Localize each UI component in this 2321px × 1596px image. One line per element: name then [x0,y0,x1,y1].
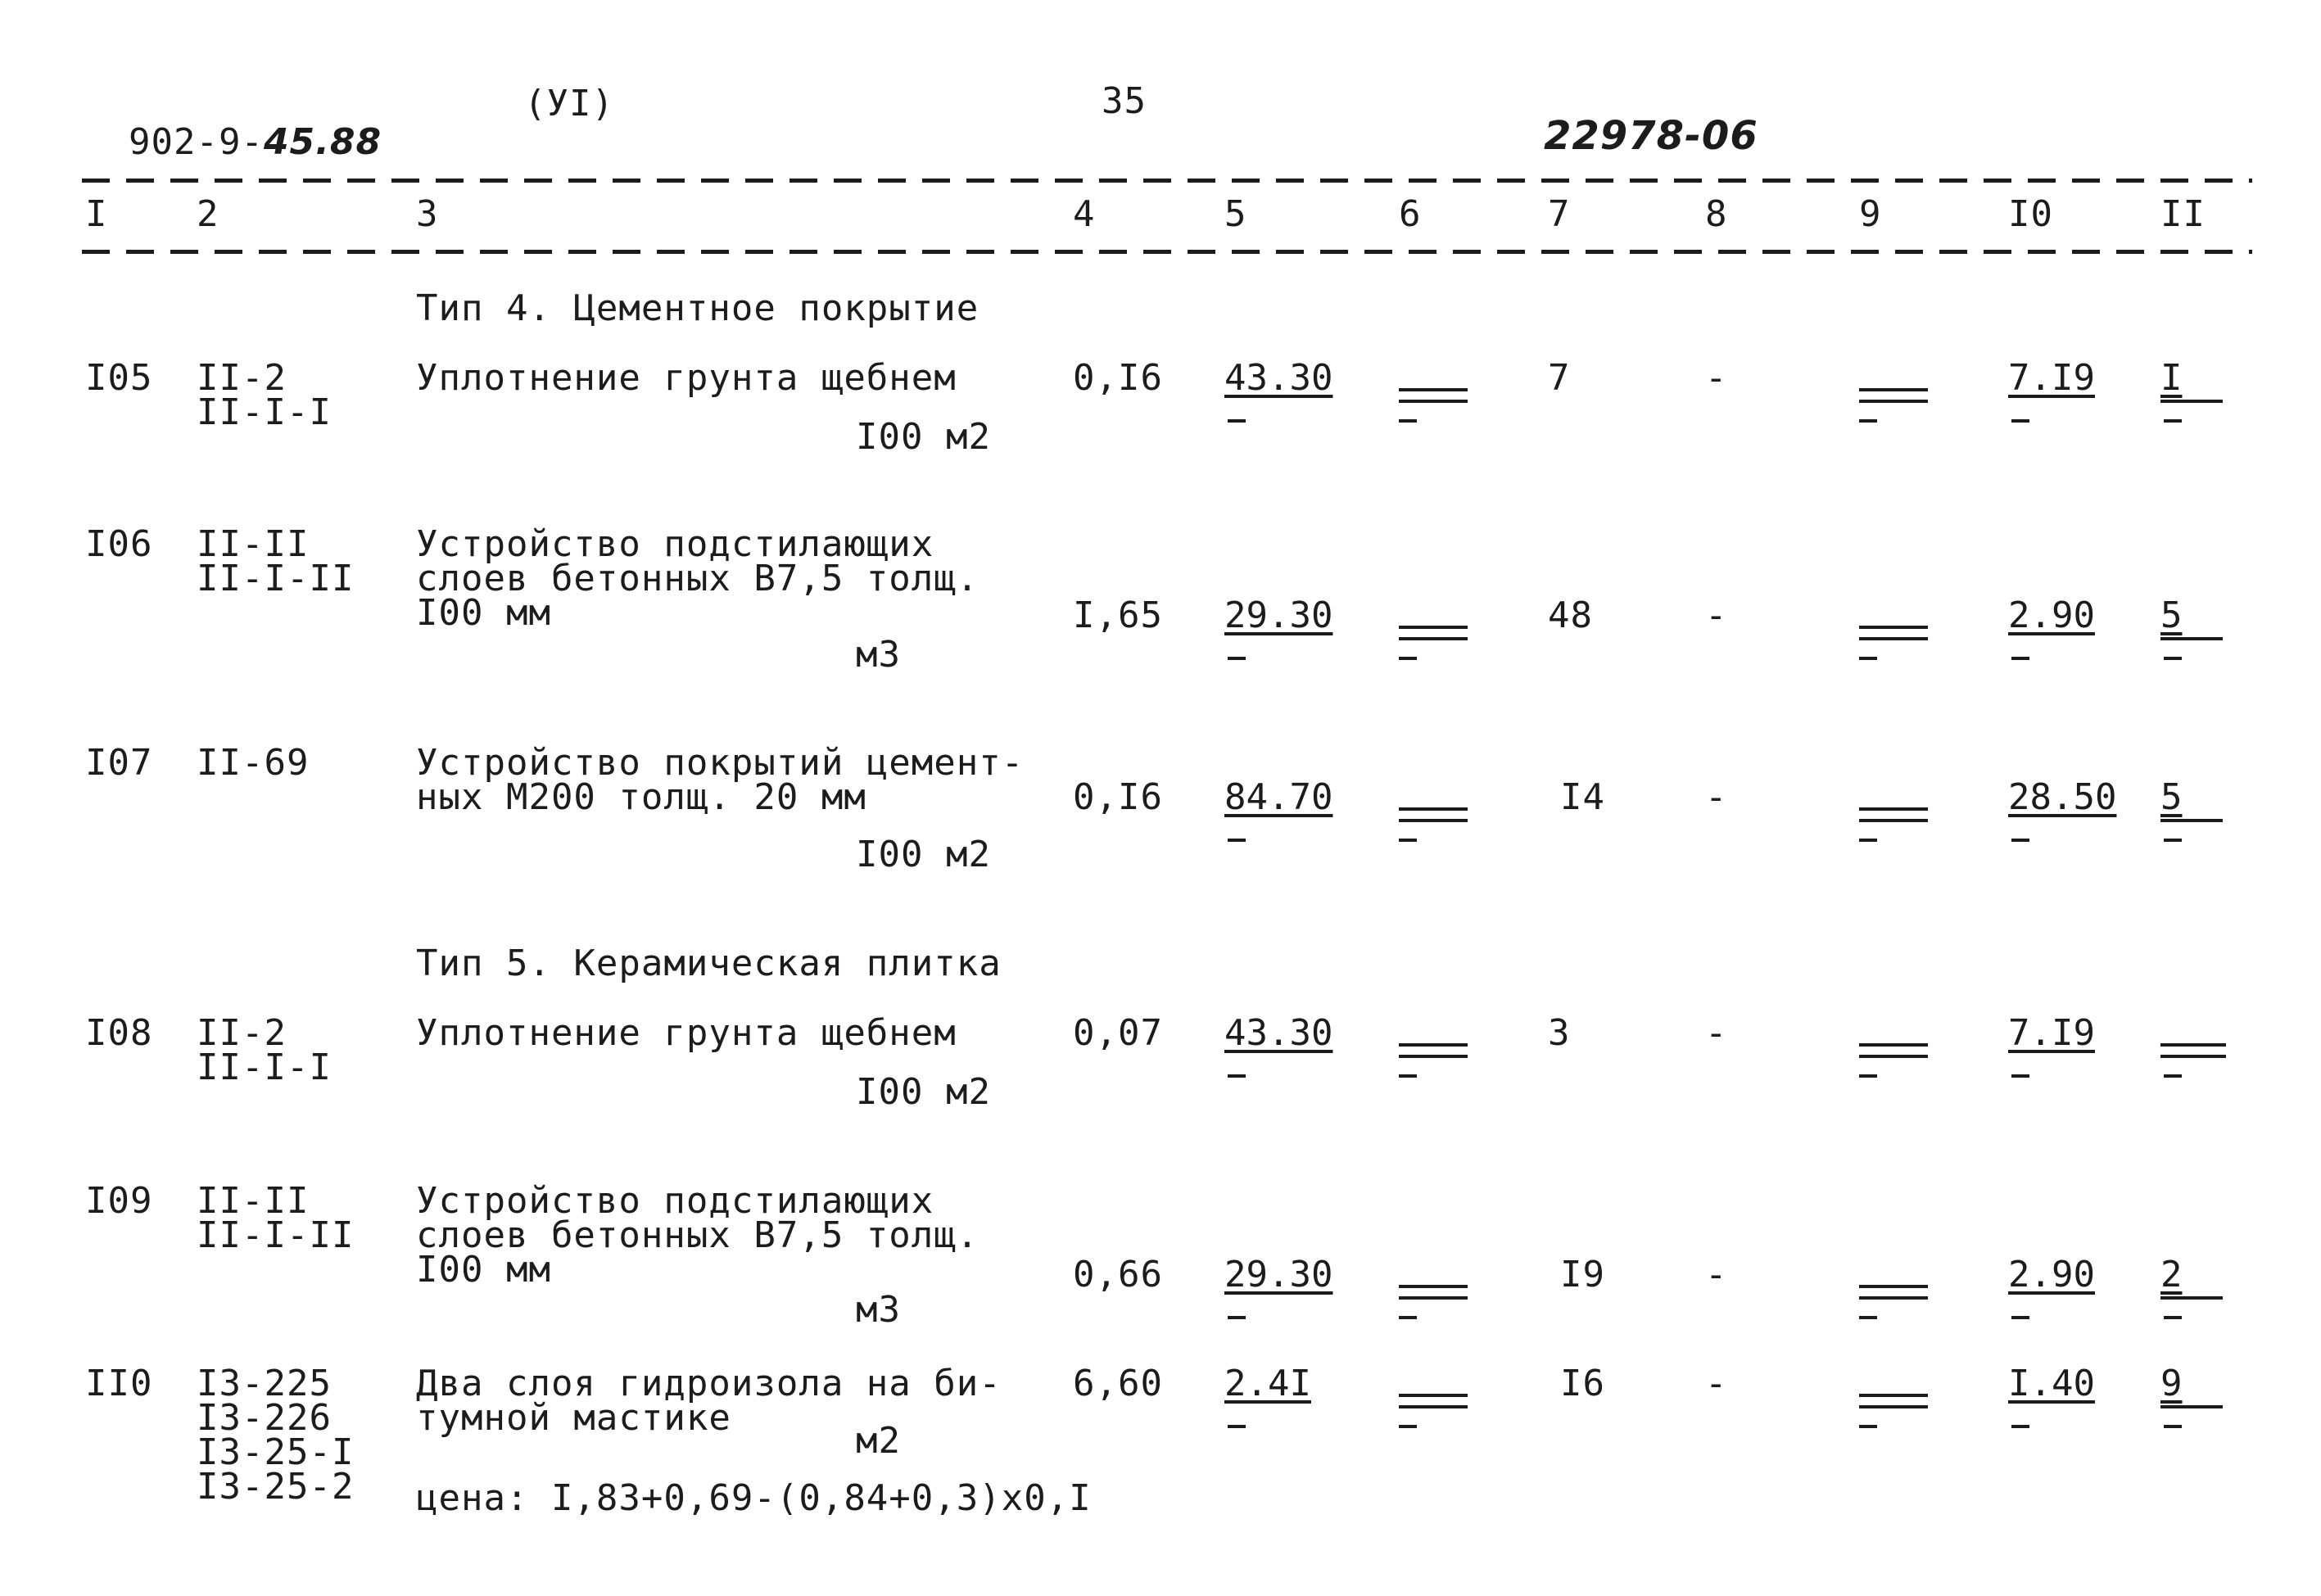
column-header-4: 4 [1073,193,1096,235]
row-number: I05 [85,357,153,399]
document-number [84,88,382,161]
quantity-value: 6,60 [1073,1363,1163,1404]
unit-of-measure: I00 м2 [856,834,991,875]
column-header-10: I0 [2008,193,2053,235]
cost-col-8: - [1705,1254,1728,1295]
header-rule-bottom [82,250,2252,254]
column-header-8: 8 [1705,193,1728,235]
work-description: Устройство покрытий цемент- [416,742,1025,784]
price-note: цена: I,83+0,69-(0,84+0,3)х0,I [416,1477,1092,1519]
cost-col-6 [1399,360,1473,409]
norm-code: II-2 [197,1012,287,1054]
norm-code: II-I-II [197,558,355,599]
section-title-type-4: Тип 4. Цементное покрытие [416,287,980,329]
unit-cost: 29.30 [1224,1257,1298,1306]
cost-col-8: - [1705,357,1728,399]
norm-code: II-I-II [197,1214,355,1256]
cost-col-6 [1399,1366,1473,1415]
cost-col-7: I6 [1560,1363,1605,1404]
cost-col-10: 7.I9 [2008,1015,2082,1065]
column-header-3: 3 [416,193,439,235]
cost-col-11: 9 [2160,1366,2234,1415]
cost-col-11 [2160,1015,2234,1065]
cost-col-7: 48 [1548,595,1593,636]
cost-col-6 [1399,598,1473,647]
cost-col-7: I4 [1560,776,1605,818]
unit-of-measure: I00 м2 [856,1071,991,1113]
row-number: I06 [85,523,153,565]
quantity-value: I,65 [1073,595,1163,636]
cost-col-7: 7 [1548,357,1571,399]
norm-code: II-I-I [197,1047,332,1088]
section-title-type-5: Тип 5. Керамическая плитка [416,943,1002,984]
norm-code: I3-25-2 [197,1466,355,1508]
quantity-value: 0,I6 [1073,357,1163,399]
column-header-6: 6 [1399,193,1422,235]
cost-col-9 [1859,598,1933,647]
norm-code: I3-225 [197,1363,332,1404]
cost-col-11: 2 [2160,1257,2234,1306]
work-description: Уплотнение грунта щебнем [416,357,957,399]
cost-col-10: 2.90 [2008,1257,2082,1306]
norm-code: II-2 [197,357,287,399]
column-header-11: II [2160,193,2206,235]
header-rule-top [82,179,2252,183]
unit-of-measure: м3 [856,634,901,676]
stamp-number: 22978-06 [1544,113,1758,159]
quantity-value: 0,66 [1073,1254,1163,1295]
cost-col-8: - [1705,776,1728,818]
cost-col-11: 5 [2160,780,2234,829]
unit-cost: 2.4I [1224,1366,1298,1415]
column-header-2: 2 [197,193,219,235]
row-number: I09 [85,1180,153,1222]
document-number-handwritten: 45.88 [263,121,382,163]
cost-col-8: - [1705,1363,1728,1404]
quantity-value: 0,I6 [1073,776,1163,818]
norm-code: II-II [197,523,310,565]
work-description: ных М200 толщ. 20 мм [416,776,866,818]
norm-code: II-69 [197,742,310,784]
cost-col-9 [1859,1366,1933,1415]
work-description: Два слоя гидроизола на би- [416,1363,1002,1404]
norm-code: I3-25-I [197,1431,355,1473]
cost-col-9 [1859,780,1933,829]
work-description: Устройство подстилающих [416,523,934,565]
cost-col-9 [1859,1015,1933,1065]
cost-col-7: 3 [1548,1012,1571,1054]
work-description: слоев бетонных В7,5 толщ. [416,558,980,599]
work-description: тумной мастике [416,1397,731,1439]
cost-col-6 [1399,780,1473,829]
unit-cost: 43.30 [1224,1015,1298,1065]
cost-col-7: I9 [1560,1254,1605,1295]
unit-of-measure: I00 м2 [856,416,991,458]
unit-of-measure: м2 [856,1420,901,1462]
unit-of-measure: м3 [856,1289,901,1331]
cost-col-8: - [1705,1012,1728,1054]
work-description: I00 мм [416,1249,551,1291]
unit-cost: 84.70 [1224,780,1298,829]
unit-cost: 43.30 [1224,360,1298,409]
row-number: I08 [85,1012,153,1054]
cost-col-10: 28.50 [2008,780,2082,829]
norm-code: II-II [197,1180,310,1222]
norm-code: I3-226 [197,1397,332,1439]
work-description: I00 мм [416,592,551,634]
column-header-9: 9 [1859,193,1882,235]
cost-col-10: 7.I9 [2008,360,2082,409]
document-number-prefix: 902-9- [128,121,264,163]
cost-col-10: 2.90 [2008,598,2082,647]
row-number: II0 [85,1363,153,1404]
cost-col-6 [1399,1015,1473,1065]
cost-col-8: - [1705,595,1728,636]
row-number: I07 [85,742,153,784]
cost-col-10: I.40 [2008,1366,2082,1415]
column-header-7: 7 [1548,193,1571,235]
norm-code: II-I-I [197,391,332,433]
page-number: 35 [1102,80,1147,122]
column-header-1: I [85,193,108,235]
work-description: Устройство подстилающих [416,1180,934,1222]
column-header-5: 5 [1224,193,1247,235]
work-description: слоев бетонных В7,5 толщ. [416,1214,980,1256]
cost-col-9 [1859,360,1933,409]
cost-col-11: I [2160,360,2234,409]
cost-col-6 [1399,1257,1473,1306]
section-code: (УI) [524,83,614,124]
cost-col-9 [1859,1257,1933,1306]
unit-cost: 29.30 [1224,598,1298,647]
quantity-value: 0,07 [1073,1012,1163,1054]
cost-col-11: 5 [2160,598,2234,647]
work-description: Уплотнение грунта щебнем [416,1012,957,1054]
